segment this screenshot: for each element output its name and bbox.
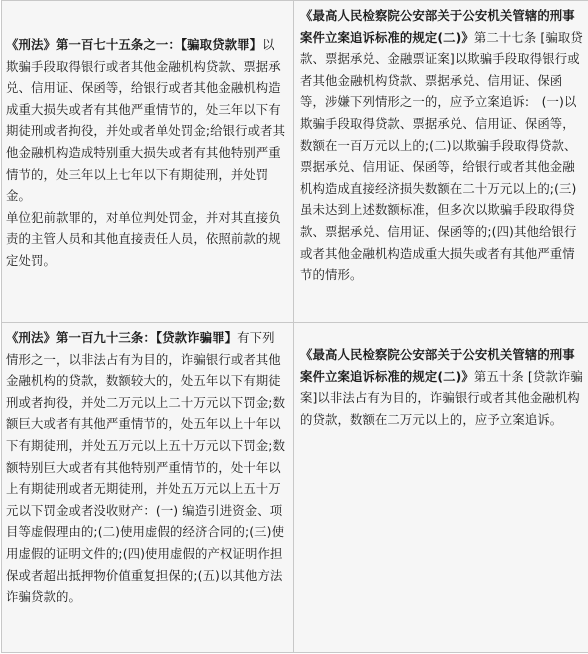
criminal-law-cell: [2, 1, 294, 323]
article-text: [300, 344, 587, 430]
article-body: 以欺骗手段取得银行或者其他金融机构贷款、票据承兑、信用证、保函等，给银行或者其他金融机构造成重大损失或者有其他严重情节的，处三年以下有期徒刑或者拘役，并处或者单处罚金;给银行或者其他金融机构造成特别重大损失或者有其他特别严重情节的，处三年以上七年以下有期徒刑，并处罚金。: [6, 37, 286, 204]
article-title: 《刑法》第一百九十三条：【贷款诈骗罪】: [6, 330, 238, 345]
law-comparison-table: [1, 0, 588, 653]
prosecution-standard-cell: [294, 323, 588, 653]
article-text: [6, 327, 287, 608]
regulation-body: 第二十七条 [骗取贷款、票据承兑、金融票证案]以欺骗手段取得银行或者其他金融机构贷款、票据承兑、信用证、保函等，涉嫌下列情形之一的，应予立案追诉: (一)以欺骗手段取得贷款、票据承兑、信用证、保函等，数额在一百万元以上的;(二)以欺骗手段取得贷款、票据承兑、信用证、保函等，给银行或者其他金融机构造成直接经济损失数额在二十万元以上的;(三)虽未达到上述数额标准，但多次以欺骗手段取得贷款、票据承兑、信用证、保函等的;(四)其他给银行或者其他金融机构造成重大损失或者有其他严重情节的情形。: [300, 29, 583, 283]
regulation-title: 《最高人民检察院公安部关于公安机关管辖的刑事案件立案追诉标准的规定(二)》: [300, 8, 575, 45]
table-row: [2, 323, 588, 653]
regulation-title: 《最高人民检察院公安部关于公安机关管辖的刑事案件立案追诉标准的规定(二)》: [300, 347, 575, 384]
criminal-law-cell: [2, 323, 294, 653]
article-title: 《刑法》第一百七十五条之一：【骗取贷款罪】: [6, 37, 263, 52]
prosecution-standard-cell: [294, 1, 588, 323]
article-body: 有下列情形之一，以非法占有为目的，诈骗银行或者其他金融机构的贷款，数额较大的，处五年以下有期徒刑或者拘役，并处二万元以上二十万元以下罚金;数额巨大或者有其他严重情节的，处五年以上十年以下有期徒刑，并处五万元以上五十万元以下罚金;数额特别巨大或者有其他特别严重情节的，处十年以上有期徒刑或者无期徒刑，并处五万元以上五十万元以下罚金或者没收财产：(一) 编造引进资金、项目等虚假理由的;(二)使用虚假的经济合同的;(三)使用虚假的证明文件的;(四)使用虚假的产权证明作担保或者超出抵押物价值重复担保的;(五)以其他方法诈骗贷款的。: [6, 330, 286, 605]
article-text: [6, 34, 287, 207]
article-paragraph: 单位犯前款罪的，对单位判处罚金，并对其直接负责的主管人员和其他直接责任人员，依照前款的规定处罚。: [6, 209, 281, 268]
table-row: [2, 1, 588, 323]
article-text: [300, 5, 587, 286]
regulation-body: 第五十条 [贷款诈骗案]以非法占有为目的，诈骗银行或者其他金融机构的贷款，数额在二万元以上的，应予立案追诉。: [300, 368, 583, 427]
